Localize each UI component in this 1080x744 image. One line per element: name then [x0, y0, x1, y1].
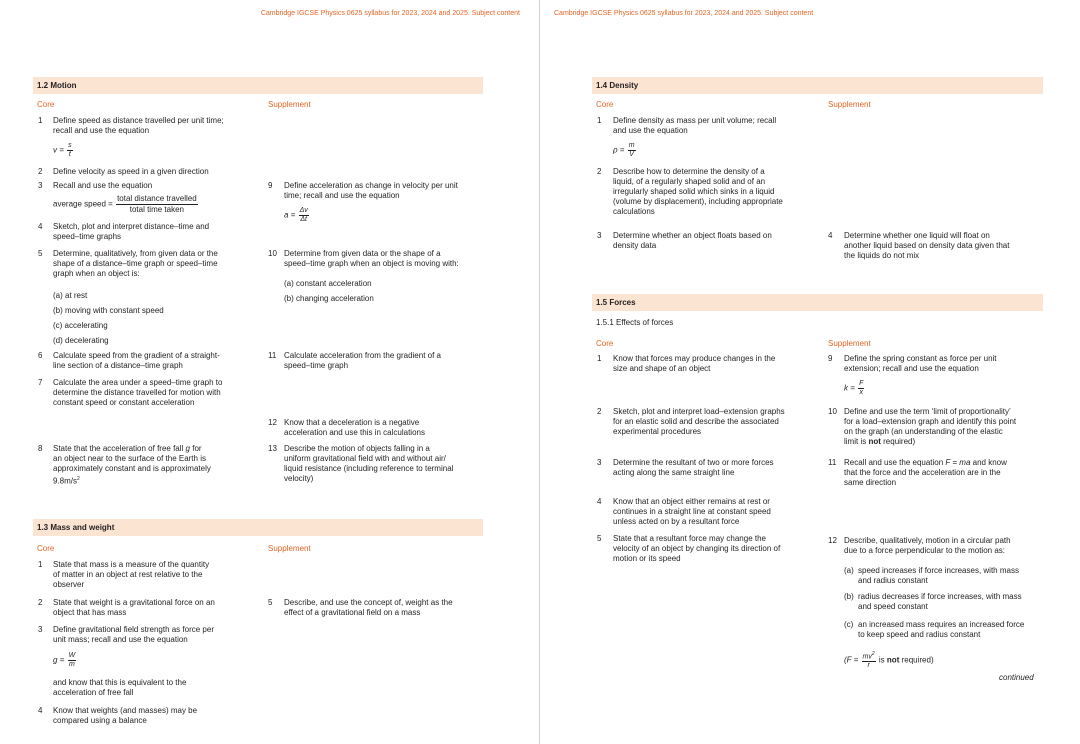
core-label: Core [37, 544, 55, 553]
list-number: 10 [828, 407, 837, 416]
equation-denominator: x [859, 389, 864, 396]
equation-numerator: Δv [299, 207, 308, 214]
list-item-text: Calculate speed from the gradient of a straight- [53, 351, 220, 360]
equation [613, 142, 637, 159]
list-item-text: acting along the same straight line [613, 468, 735, 477]
equation-numerator: s [68, 142, 72, 149]
sub-item: (b) moving with constant speed [53, 306, 164, 315]
equation-lhs: g = [53, 655, 65, 665]
sub-item: (a) at rest [53, 291, 88, 300]
list-item-text: Sketch, plot and interpret load–extension graphs [613, 407, 785, 416]
equation-denominator: m [68, 661, 75, 668]
list-number: 3 [597, 231, 602, 240]
list-number: 12 [268, 418, 277, 427]
emphasis-not: not [886, 655, 900, 665]
list-number: 2 [38, 167, 43, 176]
list-item-text: Define and use the term ‘limit of proportionality’ [844, 407, 1011, 416]
list-item-text: Determine whether an object floats based on [613, 231, 772, 240]
sub-item: (d) decelerating [53, 336, 109, 345]
list-item-text: Determine whether one liquid will float on [844, 231, 990, 240]
list-item-text: Recall and use the equation [53, 181, 153, 190]
list-number: 3 [38, 181, 43, 190]
list-item-text: speed–time graphs [53, 232, 122, 241]
list-item-text: shape of a distance–time graph or speed–time [53, 259, 218, 268]
section-title-bar [592, 294, 1043, 311]
sub-item: (a) constant acceleration [284, 279, 372, 288]
sub-item-label: (a) [844, 566, 854, 575]
text-span: and know [972, 458, 1007, 467]
equation-lhs: v = [53, 145, 64, 155]
equation-denominator: t [68, 151, 71, 158]
list-item-text: velocity of an object by changing its direction of [613, 544, 781, 553]
list-item-text: approximately constant and is approximately [53, 464, 211, 473]
sub-item-label: (c) [844, 620, 854, 629]
list-number: 1 [597, 116, 602, 125]
list-item-text: due to a force perpendicular to the motion as: [844, 546, 1005, 555]
list-item-text: Calculate the area under a speed–time graph to [53, 378, 223, 387]
list-item-text: Know that a deceleration is a negative [284, 418, 420, 427]
list-number: 9 [828, 354, 833, 363]
equation-note [844, 650, 934, 670]
left-page [0, 0, 539, 744]
list-item-text: of matter in an object at rest relative to the [53, 570, 203, 579]
list-number: 3 [597, 458, 602, 467]
list-item-text: acceleration of free fall [53, 688, 134, 697]
list-number: 5 [268, 598, 273, 607]
equation-lhs: a = [284, 210, 296, 220]
list-item-text: on the graph (an understanding of the elastic [844, 427, 1003, 436]
sub-item: and radius constant [858, 576, 928, 585]
list-number: 10 [268, 249, 277, 258]
list-number: 3 [38, 625, 43, 634]
supplement-label: Supplement [828, 100, 871, 109]
section-title: 1.5 Forces [596, 298, 636, 307]
list-item-text: Sketch, plot and interpret distance–time and [53, 222, 210, 231]
supplement-label: Supplement [268, 100, 311, 109]
list-item-text: size and shape of an object [613, 364, 711, 373]
list-number: 5 [597, 534, 602, 543]
running-header: Cambridge IGCSE Physics 0625 syllabus for 2023, 2024 and 2025. Subject content [260, 10, 520, 17]
equation-lhs: (F = [844, 655, 859, 665]
list-item-text [53, 474, 80, 487]
superscript: 2 [77, 476, 80, 482]
list-item-text: liquid, of a regularly shaped solid and of an [613, 177, 766, 186]
list-item-text: graph when an object is: [53, 269, 140, 278]
list-item-text: extension; recall and use the equation [844, 364, 979, 373]
list-item-text: an object near to the surface of the Earth is [53, 454, 206, 463]
list-item-text: motion or its speed [613, 554, 681, 563]
list-item-text: Determine, qualitatively, from given data or the [53, 249, 218, 258]
list-item-text: velocity) [284, 474, 314, 483]
equation [53, 142, 74, 159]
core-label: Core [596, 339, 614, 348]
list-item-text: Describe, and use the concept of, weight as the [284, 598, 453, 607]
equation-inline: F = ma [945, 458, 971, 467]
emphasis-not: not [868, 437, 881, 446]
list-item-text: (volume by displacement), including appropriate [613, 197, 783, 206]
list-item-text: recall and use the equation [53, 126, 150, 135]
list-number: 11 [268, 351, 277, 360]
list-item-text: determine the distance travelled for motion with [53, 388, 221, 397]
sub-item-label: (b) [844, 592, 854, 601]
list-item-text: Describe the motion of objects falling in a [284, 444, 430, 453]
list-item-text: State that weight is a gravitational force on an [53, 598, 215, 607]
text-span: State that the acceleration of free fall [53, 444, 184, 453]
text-span: limit is [844, 437, 867, 446]
equation-numerator: F [859, 380, 864, 387]
sub-item: (b) changing acceleration [284, 294, 374, 303]
supplement-label: Supplement [268, 544, 311, 553]
list-item-text: experimental procedures [613, 427, 702, 436]
equation-numerator [862, 650, 876, 662]
equation-denominator: Δt [300, 216, 307, 223]
text-span: required) [901, 655, 934, 665]
list-item-text: Describe, qualitatively, motion in a circular path [844, 536, 1011, 545]
list-item-text: line section of a distance–time graph [53, 361, 183, 370]
list-item-text: Know that forces may produce changes in the [613, 354, 776, 363]
equation-lhs: k = [844, 383, 855, 393]
equation-numerator: total distance travelled [117, 194, 197, 203]
equation-denominator: total time taken [129, 205, 184, 214]
list-item-text: Determine from given data or the shape of a [284, 249, 441, 258]
list-item-text: that the force and the acceleration are in the [844, 468, 1001, 477]
list-item-text: compared using a balance [53, 716, 147, 725]
sub-item: radius decreases if force increases, with mass [858, 592, 1022, 601]
list-item-text: State that mass is a measure of the quantity [53, 560, 210, 569]
list-number: 7 [38, 378, 43, 387]
supplement-label: Supplement [828, 339, 871, 348]
list-item-text: Define gravitational field strength as force per [53, 625, 214, 634]
list-item-text: another liquid based on density data given that [844, 241, 1010, 250]
list-number: 6 [38, 351, 43, 360]
list-number: 1 [38, 116, 43, 125]
equation-denominator: V [629, 151, 634, 158]
list-item-text: for an elastic solid and describe the associated [613, 417, 779, 426]
list-item-text: Know that an object either remains at rest or [613, 497, 770, 506]
sub-item: and speed constant [858, 602, 928, 611]
list-item-text [53, 444, 202, 455]
equation [53, 652, 77, 669]
equation-numerator: m [628, 142, 635, 149]
list-item-text: Calculate acceleration from the gradient of a [284, 351, 441, 360]
list-item-text: and use the equation [613, 126, 688, 135]
list-item-text: for a load–extension graph and identify this point [844, 417, 1017, 426]
list-item-text: Define acceleration as change in velocity per unit [284, 181, 458, 190]
list-number: 11 [828, 458, 837, 467]
section-title: 1.2 Motion [37, 81, 77, 90]
list-item-text: density data [613, 241, 657, 250]
equation-denominator: r [867, 662, 870, 670]
equation [844, 380, 865, 397]
list-number: 13 [268, 444, 277, 453]
list-number: 1 [597, 354, 602, 363]
core-label: Core [596, 100, 614, 109]
list-number: 2 [597, 407, 602, 416]
list-item-text: constant speed or constant acceleration [53, 398, 195, 407]
continued-label: continued [999, 673, 1034, 682]
list-item-text: the liquids do not mix [844, 251, 920, 260]
list-number: 8 [38, 444, 43, 453]
list-item-text: same direction [844, 478, 897, 487]
text-span: required) [883, 437, 916, 446]
list-item-text [844, 458, 1007, 469]
equation-numerator-text: mv [862, 653, 872, 661]
equation-numerator: W [68, 652, 76, 659]
list-number: 4 [597, 497, 602, 506]
list-item-text: speed–time graph [284, 361, 349, 370]
list-item-text: continues in a straight line at constant speed [613, 507, 771, 516]
equation-lhs: ρ = [613, 145, 625, 155]
sub-item: to keep speed and radius constant [858, 630, 981, 639]
right-page [540, 0, 1079, 744]
list-item-text [844, 437, 915, 448]
list-item-text: acceleration and use this in calculations [284, 428, 425, 437]
list-number: 2 [38, 598, 43, 607]
list-item-text: unless acted on by a resultant force [613, 517, 740, 526]
list-item-text: irregularly shaped solid which sinks in a liquid [613, 187, 775, 196]
list-number: 4 [828, 231, 833, 240]
section-title: 1.4 Density [596, 81, 639, 90]
superscript: 2 [871, 651, 875, 657]
list-item-text: time; recall and use the equation [284, 191, 400, 200]
list-item-text: effect of a gravitational field on a mass [284, 608, 421, 617]
list-item-text: liquid resistance (including reference to terminal [284, 464, 454, 473]
equation [284, 207, 310, 224]
list-number: 2 [597, 167, 602, 176]
list-item-text: unit mass; recall and use the equation [53, 635, 188, 644]
list-item-text: Define density as mass per unit volume; recall [613, 116, 777, 125]
list-item-text: Know that weights (and masses) may be [53, 706, 198, 715]
list-item-text: Define the spring constant as force per unit [844, 354, 997, 363]
section-title-bar [592, 77, 1043, 94]
section-title: 1.3 Mass and weight [37, 523, 115, 532]
list-number: 5 [38, 249, 43, 258]
sub-item: an increased mass requires an increased force [858, 620, 1025, 629]
section-title-bar [33, 77, 483, 94]
text-span: 9.8m/s [53, 476, 78, 486]
equation [53, 194, 199, 215]
equation-lhs: average speed = [53, 199, 113, 209]
running-header: Cambridge IGCSE Physics 0625 syllabus for 2023, 2024 and 2025. Subject content [554, 10, 814, 17]
symbol-g: g [185, 444, 190, 453]
text-span: is [878, 655, 885, 665]
sub-item: speed increases if force increases, with mass [858, 566, 1019, 575]
list-item-text: and know that this is equivalent to the [53, 678, 187, 687]
text-span: Recall and use the equation [844, 458, 944, 467]
sub-item: (c) accelerating [53, 321, 108, 330]
text-span: for [192, 444, 202, 453]
list-item-text: calculations [613, 207, 655, 216]
list-number: 4 [38, 706, 43, 715]
list-item-text: Define velocity as speed in a given direction [53, 167, 209, 176]
subsection-title: 1.5.1 Effects of forces [596, 318, 674, 327]
list-item-text: Define speed as distance travelled per unit time; [53, 116, 224, 125]
list-number: 12 [828, 536, 837, 545]
list-item-text: Determine the resultant of two or more forces [613, 458, 774, 467]
list-item-text: observer [53, 580, 85, 589]
list-number: 4 [38, 222, 43, 231]
list-item-text: Describe how to determine the density of a [613, 167, 765, 176]
list-item-text: speed–time graph when an object is moving with: [284, 259, 459, 268]
list-item-text: uniform gravitational field with and without air/ [284, 454, 446, 463]
list-number: 1 [38, 560, 43, 569]
core-label: Core [37, 100, 55, 109]
list-number: 9 [268, 181, 273, 190]
list-item-text: object that has mass [53, 608, 127, 617]
list-item-text: State that a resultant force may change the [613, 534, 766, 543]
